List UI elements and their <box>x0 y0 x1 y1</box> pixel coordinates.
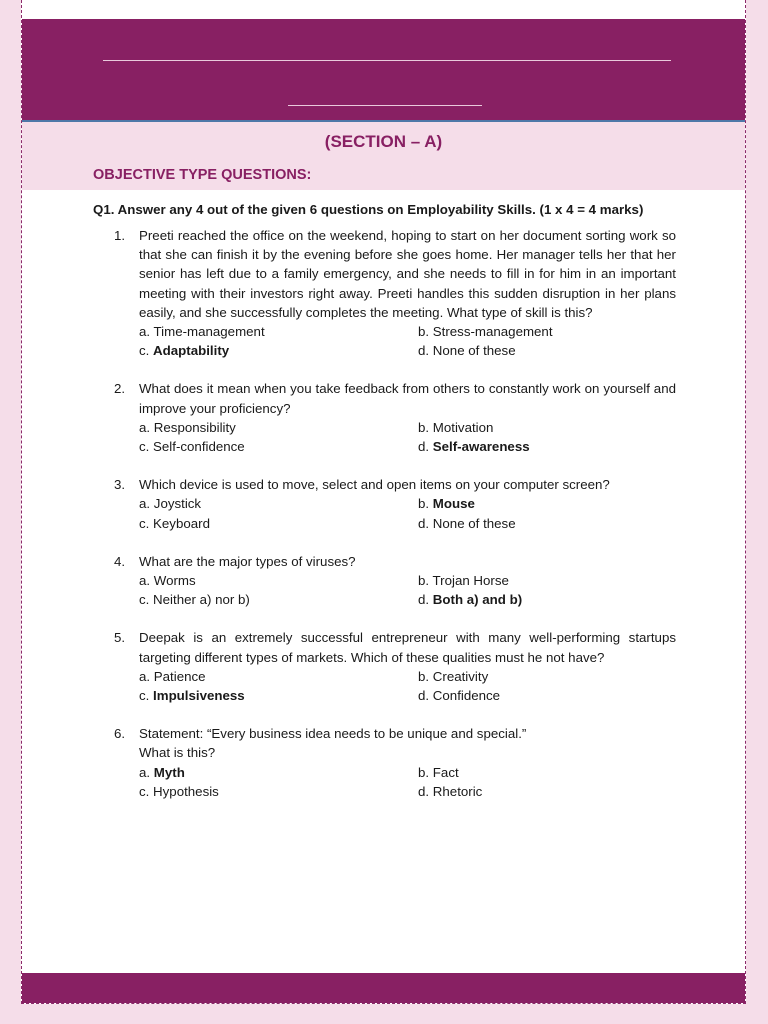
option-text: Self-confidence <box>153 439 245 455</box>
answer-option <box>418 341 676 360</box>
option-text: Mouse <box>432 496 475 512</box>
option-letter: b. <box>418 419 433 435</box>
answer-option <box>418 418 676 437</box>
option-text: Creativity <box>432 668 489 684</box>
option-text: Worms <box>153 573 196 589</box>
option-letter: c. <box>139 515 154 531</box>
option-letter: d. <box>418 439 433 455</box>
option-letter: c. <box>139 783 154 799</box>
option-letter: d. <box>418 592 433 608</box>
answer-option <box>418 494 676 513</box>
option-text: None of these <box>432 343 516 359</box>
option-letter: d. <box>418 783 433 799</box>
option-letter: a. <box>139 419 154 435</box>
question-text: What are the major types of viruses? <box>139 553 356 569</box>
question-number: 6. <box>114 726 126 742</box>
option-letter: a. <box>139 496 154 512</box>
question-item <box>114 628 676 705</box>
option-letter: c. <box>139 439 154 455</box>
answer-options <box>139 494 676 532</box>
option-text: Joystick <box>153 496 202 512</box>
section-band <box>22 122 745 190</box>
question-text: Deepak is an extremely successful entrepreneur with many well-performing startups targeting different types of markets. Which of these qualities must he not have? <box>139 630 676 665</box>
option-text: Adaptability <box>153 343 230 359</box>
answer-option <box>139 418 418 437</box>
option-letter: d. <box>418 343 433 359</box>
answer-option <box>418 571 676 590</box>
option-text: Neither a) nor b) <box>153 592 250 608</box>
footer-band <box>22 973 745 1003</box>
answer-options <box>139 763 676 801</box>
question-text: What does it mean when you take feedback from others to constantly work on yourself and improve your proficiency? <box>139 381 676 416</box>
option-text: Self-awareness <box>432 439 530 455</box>
option-letter: c. <box>139 688 154 704</box>
answer-option <box>418 667 676 686</box>
option-text: Impulsiveness <box>153 688 245 704</box>
question-number: 3. <box>114 477 126 493</box>
question-item <box>114 226 676 360</box>
option-text: Responsibility <box>153 419 236 435</box>
answer-option <box>418 686 676 705</box>
option-text: Trojan Horse <box>432 573 509 589</box>
question-item <box>114 379 676 456</box>
option-text: Time-management <box>153 324 265 340</box>
option-letter: d. <box>418 515 433 531</box>
option-text: Patience <box>153 668 206 684</box>
answer-option <box>418 590 676 609</box>
question-item <box>114 552 676 610</box>
option-letter: b. <box>418 324 433 340</box>
option-letter: c. <box>139 343 154 359</box>
answer-option <box>418 514 676 533</box>
option-text: Both a) and b) <box>432 592 523 608</box>
answer-options <box>139 571 676 609</box>
question-list <box>114 226 676 820</box>
option-letter: b. <box>418 668 433 684</box>
answer-option <box>139 341 418 360</box>
answer-option <box>139 590 418 609</box>
header-band <box>22 19 745 120</box>
answer-option <box>139 763 418 782</box>
option-letter: a. <box>139 764 154 780</box>
answer-option <box>139 667 418 686</box>
option-letter: a. <box>139 573 154 589</box>
option-text: Hypothesis <box>153 783 219 799</box>
option-text: Keyboard <box>153 515 210 531</box>
option-text: Fact <box>432 764 459 780</box>
answer-option <box>139 437 418 456</box>
answer-option <box>418 782 676 801</box>
option-text: None of these <box>432 515 516 531</box>
answer-options <box>139 322 676 360</box>
question-text: Preeti reached the office on the weekend, hoping to start on her document sorting work so that she can finish it by the evening before she goes home. Her manager tells her that her senior has left due to a family emergency, and she needs to fill in for him in an important meeting with their investors right away. Preeti handles this sudden disruption in her plans easily, and she successfully completes the meeting. What type of skill is this? <box>139 228 676 320</box>
document-page <box>21 0 746 1004</box>
answer-option <box>139 494 418 513</box>
option-letter: d. <box>418 688 433 704</box>
option-letter: b. <box>418 573 433 589</box>
answer-option <box>418 322 676 341</box>
option-letter: c. <box>139 592 154 608</box>
question-number: 1. <box>114 228 126 243</box>
option-text: Stress-management <box>432 324 553 340</box>
q1-instruction: Q1. Answer any 4 out of the given 6 questions on Employability Skills. (1 x 4 = 4 marks) <box>93 202 644 217</box>
question-number: 2. <box>114 381 126 397</box>
option-letter: b. <box>418 764 433 780</box>
answer-option <box>139 514 418 533</box>
answer-option <box>139 782 418 801</box>
answer-option <box>418 763 676 782</box>
question-item <box>114 475 676 533</box>
answer-options <box>139 667 676 705</box>
answer-options <box>139 418 676 456</box>
header-subtitle-line <box>288 105 482 106</box>
answer-option <box>139 322 418 341</box>
answer-option <box>139 686 418 705</box>
option-letter: a. <box>139 324 154 340</box>
question-text: Which device is used to move, select and open items on your computer screen? <box>139 477 610 493</box>
option-text: Rhetoric <box>432 783 483 799</box>
header-title-line <box>103 60 671 61</box>
option-text: Confidence <box>432 688 501 704</box>
answer-option <box>418 437 676 456</box>
answer-option <box>139 571 418 590</box>
objective-heading: OBJECTIVE TYPE QUESTIONS: <box>93 167 312 183</box>
question-text: Statement: “Every business idea needs to be unique and special.” <box>139 726 527 742</box>
option-text: Motivation <box>432 419 494 435</box>
question-number: 4. <box>114 553 126 569</box>
section-title: (SECTION – A) <box>324 132 443 151</box>
option-letter: b. <box>418 496 433 512</box>
option-text: Myth <box>153 764 185 780</box>
question-item <box>114 724 676 801</box>
option-letter: a. <box>139 668 154 684</box>
question-text: What is this? <box>139 745 216 761</box>
question-number: 5. <box>114 630 126 646</box>
